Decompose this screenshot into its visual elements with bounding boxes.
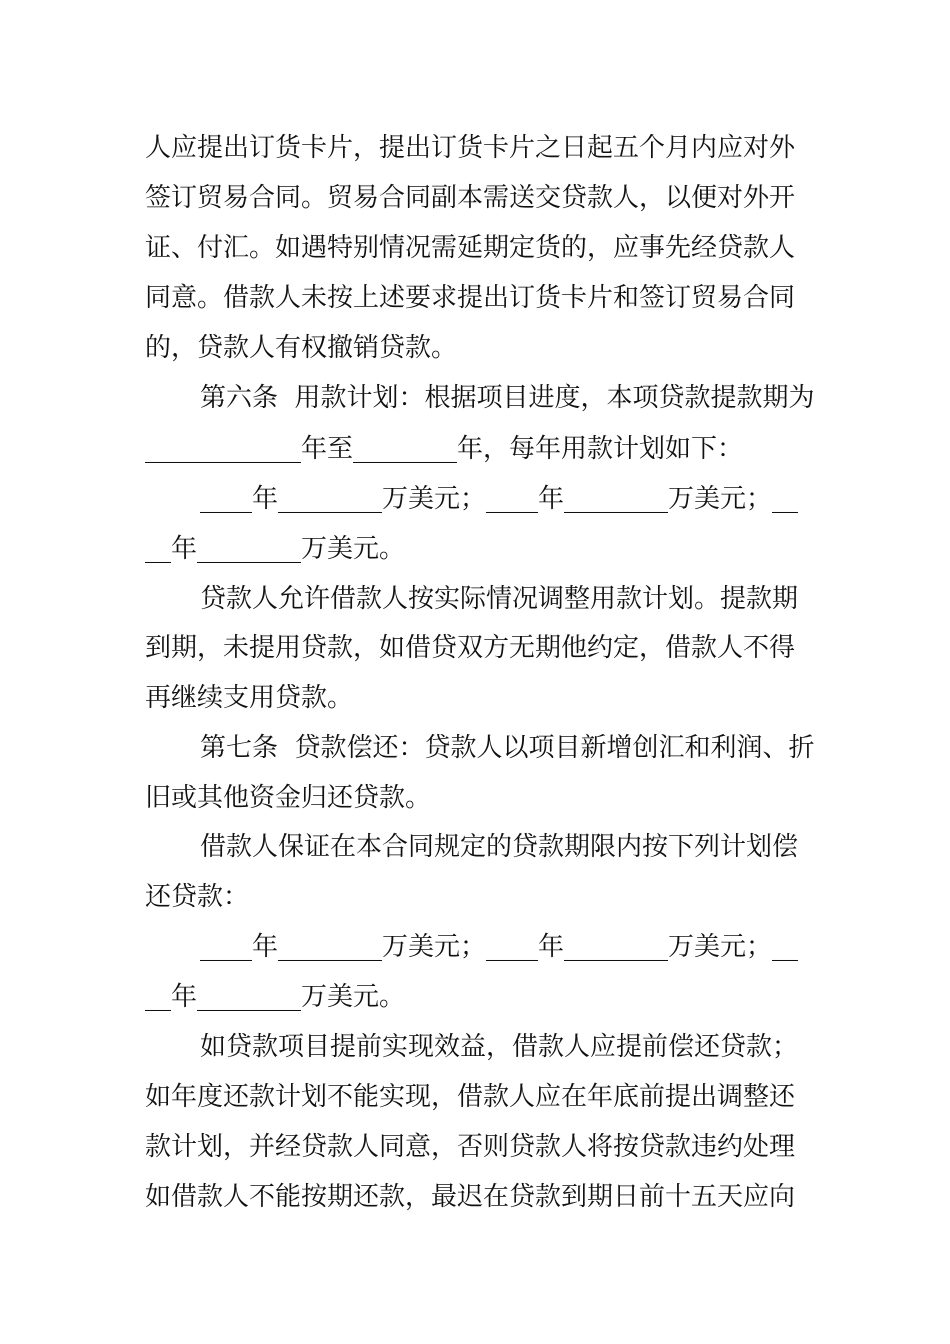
body-text-line: 签订贸易合同。贸易合同副本需送交贷款人，以便对外开 xyxy=(145,183,796,213)
article-7-heading-line: 第七条 贷款偿还：贷款人以项目新增创汇和利润、折 xyxy=(200,733,815,763)
body-text-line: 再继续支用贷款。 xyxy=(145,683,354,713)
body-text-line: ____________年至________年，每年用款计划如下： xyxy=(145,434,744,464)
body-text-line: 同意。借款人未按上述要求提出订货卡片和签订贸易合同 xyxy=(145,283,796,313)
article-6-heading-line: 第六条 用款计划：根据项目进度，本项贷款提款期为 xyxy=(200,383,815,413)
body-text-line: 如贷款项目提前实现效益，借款人应提前偿还贷款； xyxy=(200,1032,799,1062)
body-text-line: 借款人保证在本合同规定的贷款期限内按下列计划偿 xyxy=(200,832,799,862)
schedule-line: __年________万美元。 xyxy=(145,534,406,564)
body-text-line: 还贷款： xyxy=(145,882,250,912)
body-text-line: 如年度还款计划不能实现，借款人应在年底前提出调整还 xyxy=(145,1082,796,1112)
schedule-line: ____年________万美元；____年________万美元；__ xyxy=(200,484,799,514)
body-text-line: 证、付汇。如遇特别情况需延期定货的，应事先经贷款人 xyxy=(145,233,796,263)
body-text-line: 到期，未提用贷款，如借贷双方无期他约定，借款人不得 xyxy=(145,633,796,663)
body-text-line: 贷款人允许借款人按实际情况调整用款计划。提款期 xyxy=(200,584,799,614)
schedule-line: __年________万美元。 xyxy=(145,982,406,1012)
body-text-line: 的，贷款人有权撤销贷款。 xyxy=(145,333,458,363)
body-text-line: 旧或其他资金归还贷款。 xyxy=(145,783,432,813)
body-text-line: 如借款人不能按期还款，最迟在贷款到期日前十五天应向 xyxy=(145,1182,796,1212)
body-text-line: 人应提出订货卡片，提出订货卡片之日起五个月内应对外 xyxy=(145,133,796,163)
schedule-line: ____年________万美元；____年________万美元；__ xyxy=(200,932,799,962)
body-text-line: 款计划，并经贷款人同意，否则贷款人将按贷款违约处理 xyxy=(145,1132,796,1162)
